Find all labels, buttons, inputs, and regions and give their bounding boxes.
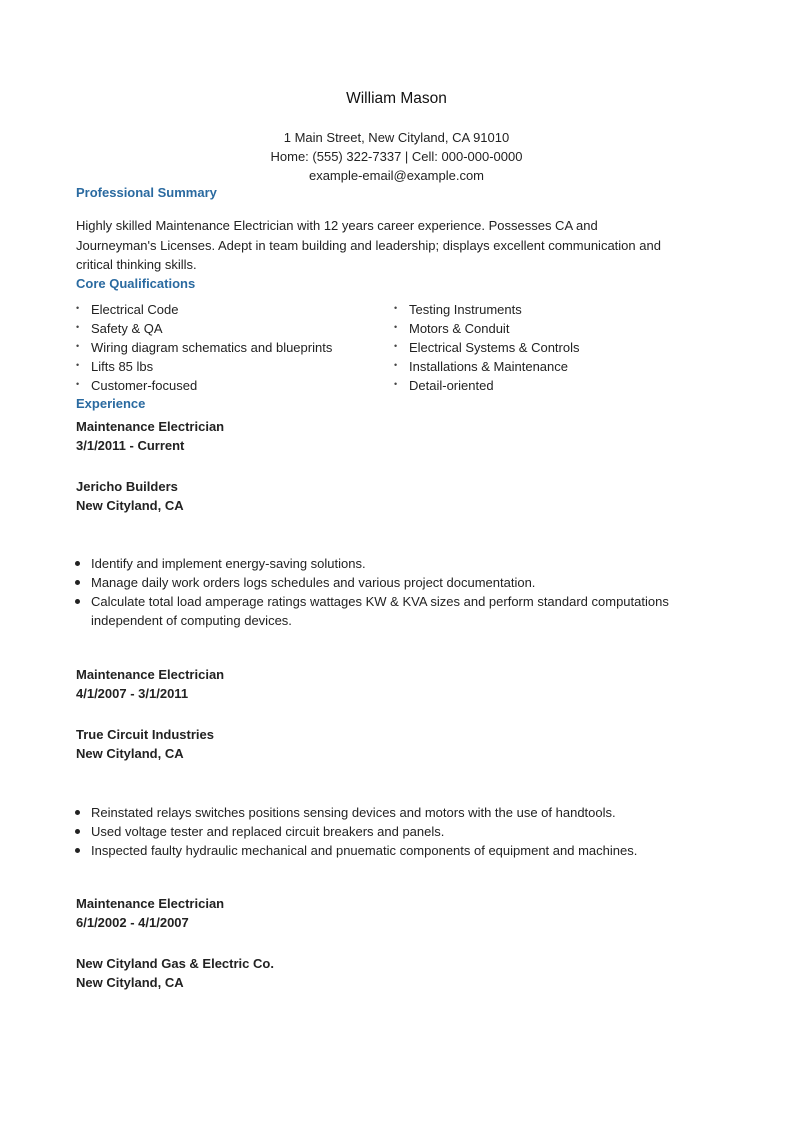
bullet-tick-icon: • — [394, 303, 398, 313]
qualification-item: • Electrical Code — [91, 300, 178, 319]
bullet-tick-icon: • — [394, 341, 398, 351]
list-item: Manage daily work orders logs schedules and various project documentation. — [76, 573, 726, 592]
job-location: New Cityland, CA — [76, 975, 184, 990]
bullet-tick-icon: • — [76, 322, 80, 332]
experience-heading: Experience — [76, 396, 146, 411]
bullet-dot-icon — [75, 599, 80, 604]
qualification-item: • Detail-oriented — [409, 376, 494, 395]
job-company: New Cityland Gas & Electric Co. — [76, 956, 274, 971]
qualification-item: • Lifts 85 lbs — [91, 357, 153, 376]
job-title: Maintenance Electrician — [76, 896, 225, 911]
candidate-name: William Mason — [346, 90, 447, 107]
qualification-item: • Wiring diagram schematics and blueprints — [91, 338, 332, 357]
qualification-item: • Customer-focused — [91, 376, 197, 395]
job-dates: 6/1/2002 - 4/1/2007 — [76, 915, 189, 930]
bullet-tick-icon: • — [76, 379, 80, 389]
job-location: New Cityland, CA — [76, 498, 184, 513]
job-title: Maintenance Electrician — [76, 667, 225, 682]
summary-line: Journeyman's Licenses. Adept in team building and leadership; displays excellent communication and — [76, 238, 661, 253]
job-company: True Circuit Industries — [76, 727, 214, 742]
bullet-dot-icon — [75, 829, 80, 834]
bullet-dot-icon — [75, 580, 80, 585]
qualification-item: • Motors & Conduit — [409, 319, 509, 338]
job-dates: 3/1/2011 - Current — [76, 438, 185, 453]
phone-line: Home: (555) 322-7337 | Cell: 000-000-0000 — [270, 149, 523, 164]
professional-summary-heading: Professional Summary — [76, 185, 217, 200]
qualification-item: • Testing Instruments — [409, 300, 522, 319]
bullet-dot-icon — [75, 810, 80, 815]
summary-line: critical thinking skills. — [76, 257, 197, 272]
list-item: Inspected faulty hydraulic mechanical and pnuematic components of equipment and machines. — [76, 841, 726, 860]
bullet-tick-icon: • — [394, 322, 398, 332]
job-title: Maintenance Electrician — [76, 419, 225, 434]
job-location: New Cityland, CA — [76, 746, 184, 761]
bullet-tick-icon: • — [394, 360, 398, 370]
job-duties-list — [76, 554, 726, 630]
job-company: Jericho Builders — [76, 479, 178, 494]
bullet-dot-icon — [75, 848, 80, 853]
job-duties-list — [76, 803, 726, 860]
bullet-tick-icon: • — [394, 379, 398, 389]
list-item: Reinstated relays switches positions sensing devices and motors with the use of handtools. — [76, 803, 726, 822]
summary-line: Highly skilled Maintenance Electrician with 12 years career experience. Possesses CA and — [76, 218, 598, 233]
job-dates: 4/1/2007 - 3/1/2011 — [76, 686, 189, 701]
bullet-dot-icon — [75, 561, 80, 566]
email-line: example-email@example.com — [308, 168, 485, 183]
list-item: Identify and implement energy-saving solutions. — [76, 554, 726, 573]
qualification-item: • Installations & Maintenance — [409, 357, 568, 376]
list-item: Calculate total load amperage ratings wattages KW & KVA sizes and perform standard computations independent of computing devices. — [76, 592, 726, 630]
bullet-tick-icon: • — [76, 341, 80, 351]
address-line: 1 Main Street, New Cityland, CA 91010 — [283, 130, 510, 145]
qualification-item: • Safety & QA — [91, 319, 163, 338]
list-item: Used voltage tester and replaced circuit breakers and panels. — [76, 822, 726, 841]
core-qualifications-heading: Core Qualifications — [76, 276, 196, 291]
qualification-item: • Electrical Systems & Controls — [409, 338, 580, 357]
bullet-tick-icon: • — [76, 360, 80, 370]
bullet-tick-icon: • — [76, 303, 80, 313]
